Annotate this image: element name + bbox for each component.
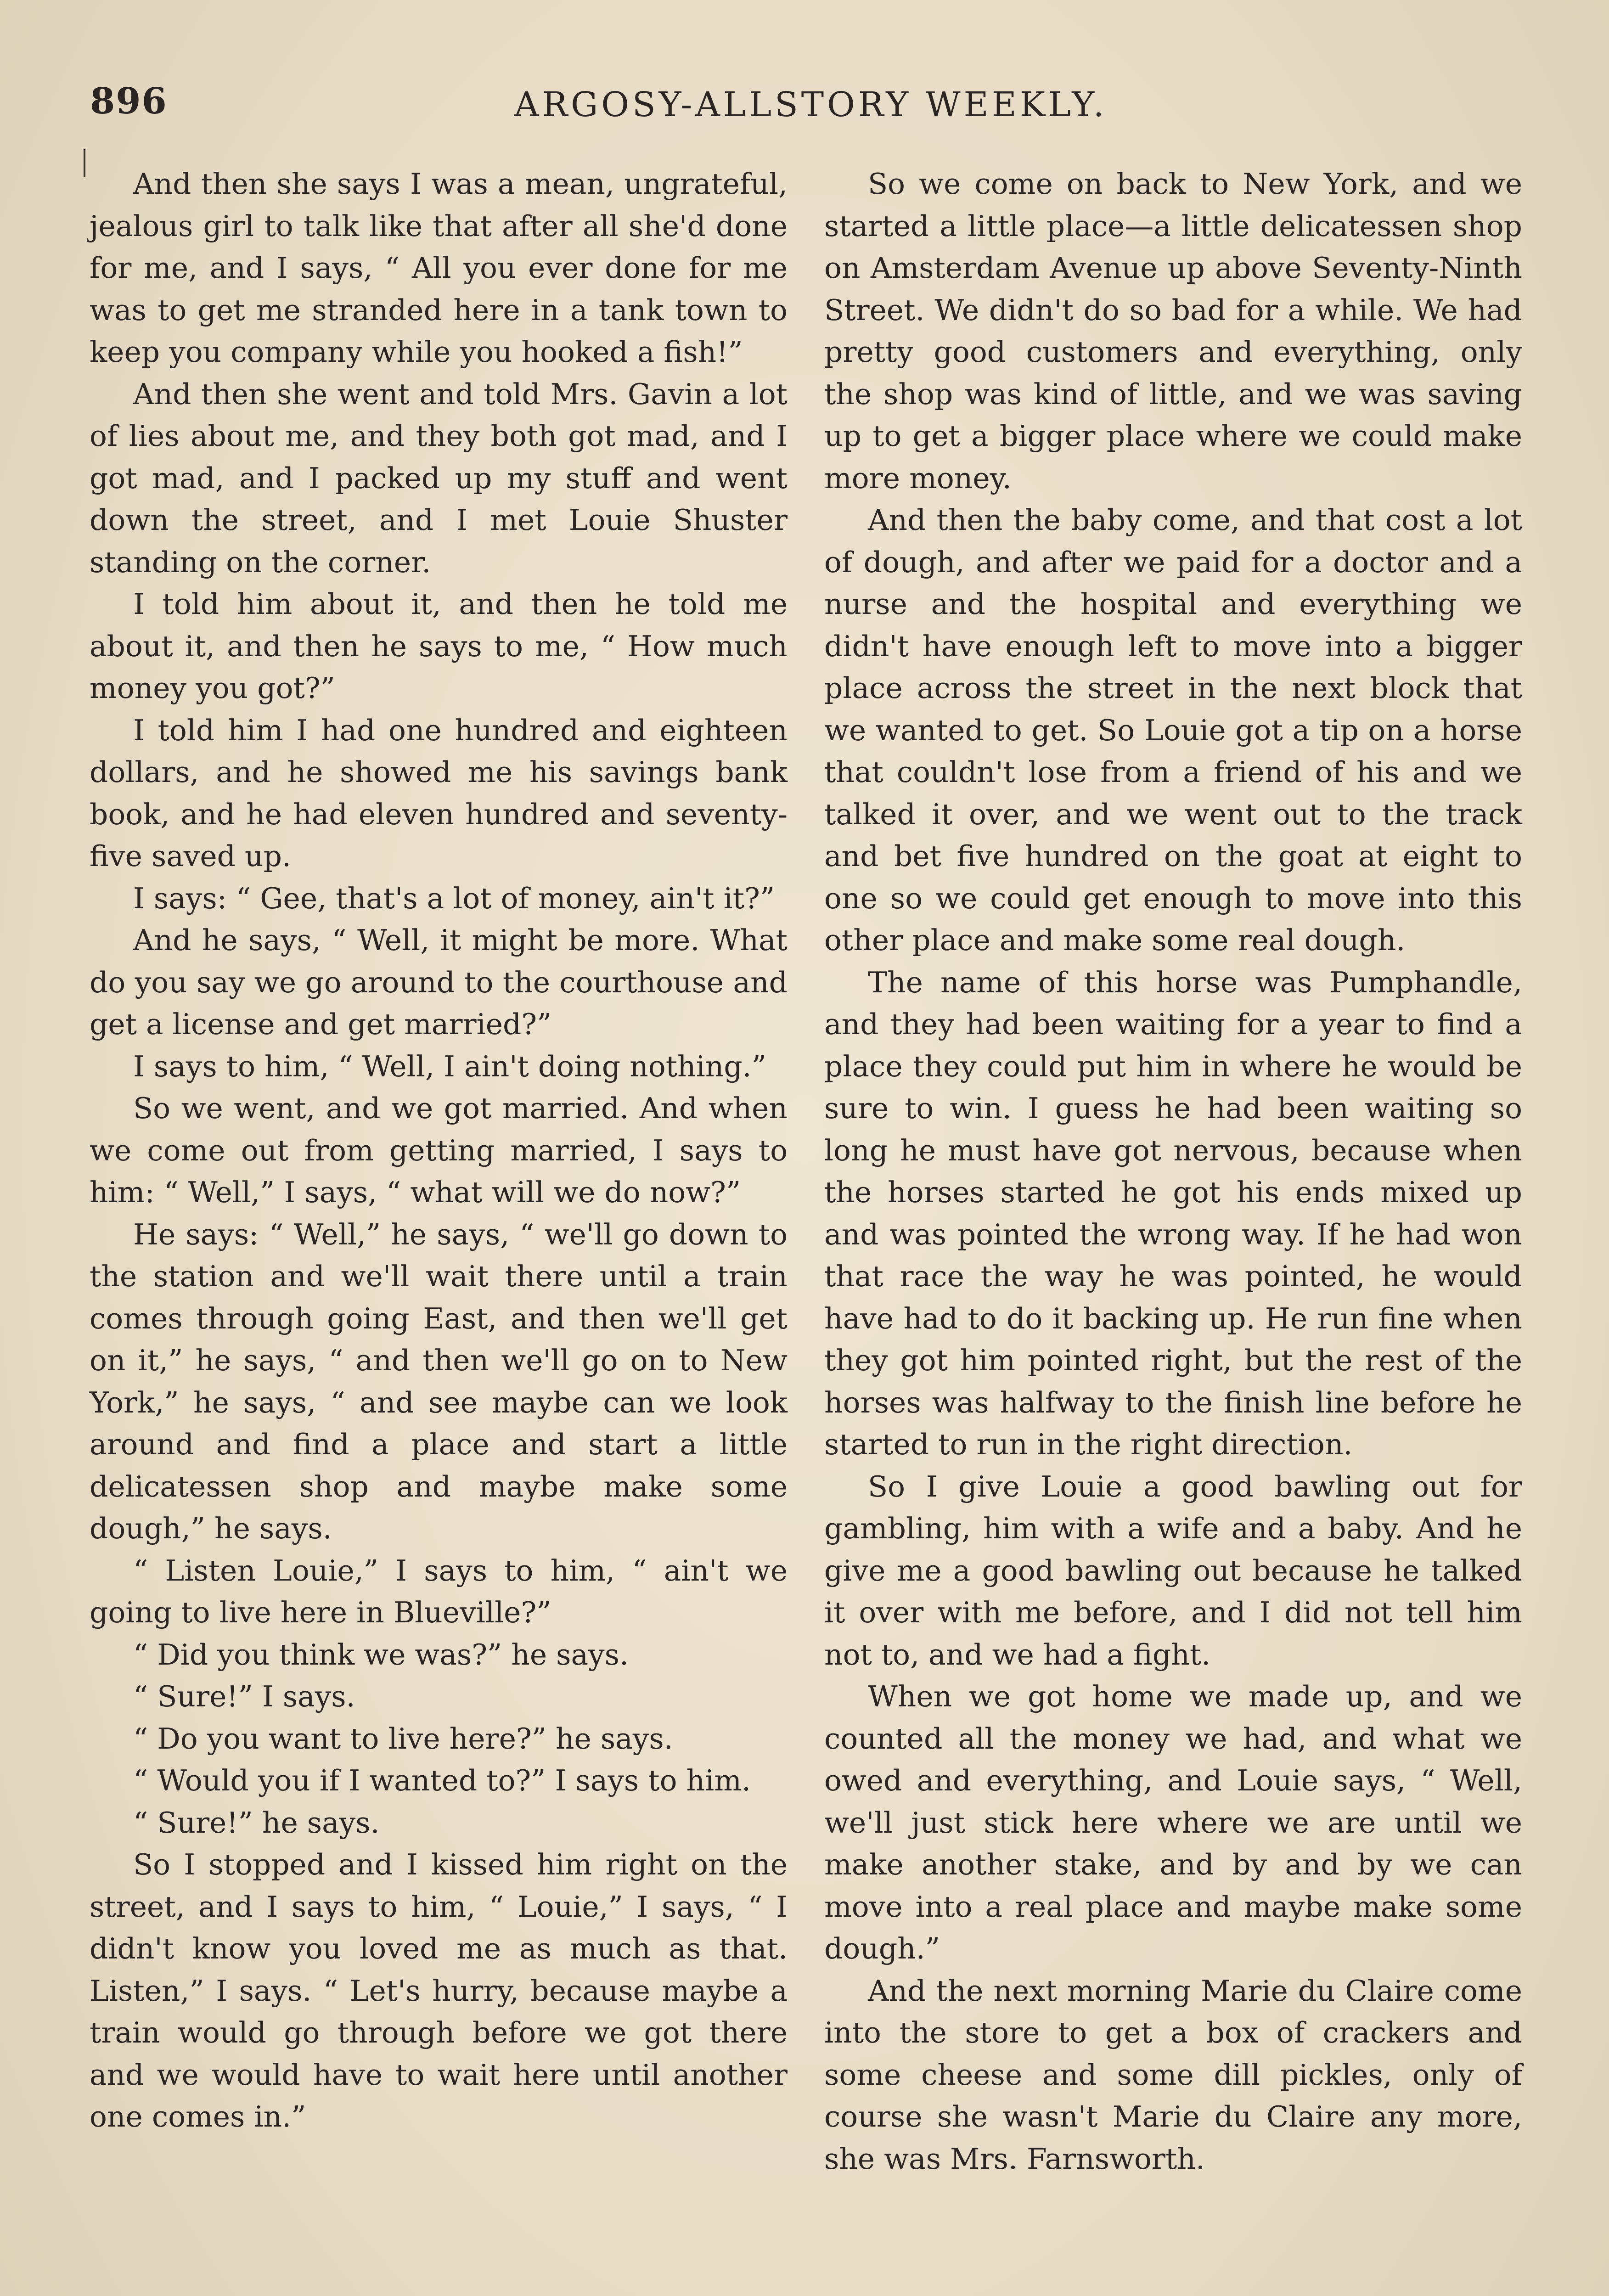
page-header xyxy=(0,80,1609,131)
paragraph: “ Would you if I wanted to?” I says to him. xyxy=(133,1764,751,1797)
paragraph: So we went, and we got married. And when we come out from getting married, I says to him: “ Well,” I says, “ what will we do now?” xyxy=(90,1092,788,1209)
paragraph: I says: “ Gee, that's a lot of money, ain't it?” xyxy=(133,881,775,915)
paragraph: And he says, “ Well, it might be more. What do you say we go around to the courthouse and get a license and get married?” xyxy=(90,923,788,1041)
paragraph: “ Listen Louie,” I says to him, “ ain't we going to live here in Blueville?” xyxy=(90,1553,788,1629)
right-column xyxy=(824,163,1522,2296)
paragraph: “ Did you think we was?” he says. xyxy=(133,1638,629,1671)
paragraph: So I stopped and I kissed him right on the street, and I says to him, “ Louie,” I says, “ I didn't know you loved me as much as that. Listen,” I says. “ Let's hurry, because maybe a train would go through before we got there and we would have to wait here until another one comes in.” xyxy=(90,1848,788,2133)
paragraph: I told him I had one hundred and eighteen dollars, and he showed me his savings bank book, and he had eleven hundred and seventy-five saved up. xyxy=(90,713,788,873)
running-title: ARGOSY-ALLSTORY WEEKLY. xyxy=(514,85,1108,124)
paragraph: So we come on back to New York, and we started a little place—a little delicatessen shop on Amsterdam Avenue up above Seventy-Ninth Street. We didn't do so bad for a while. We had pretty good customers and everything, only the shop was kind of little, and we was saving up to get a bigger place where we could make more money. xyxy=(824,167,1522,495)
paragraph: And then the baby come, and that cost a lot of dough, and after we paid for a doctor and a nurse and the hospital and everything we didn't have enough left to move into a bigger place across the street in the next block that we wanted to get. So Louie got a tip on a horse that couldn't lose from a friend of his and we talked it over, and we went out to the track and bet five hundred on the goat at eight to one so we could get enough to move into this other place and make some real dough. xyxy=(824,503,1522,957)
paragraph: And then she went and told Mrs. Gavin a lot of lies about me, and they both got mad, and I got mad, and I packed up my stuff and went down the street, and I met Louie Shuster standing on the corner. xyxy=(90,377,788,579)
paragraph: So I give Louie a good bawling out for gambling, him with a wife and a baby. And he give me a good bawling out because he talked it over with me before, and I did not tell him not to, and we had a fight. xyxy=(824,1469,1522,1671)
paragraph: I told him about it, and then he told me about it, and then he says to me, “ How much money you got?” xyxy=(90,587,788,705)
left-column xyxy=(90,163,788,2296)
paragraph: “ Sure!” he says. xyxy=(133,1806,380,1840)
paragraph: “ Sure!” I says. xyxy=(133,1680,355,1713)
margin-mark xyxy=(84,149,85,177)
paragraph: He says: “ Well,” he says, “ we'll go down to the station and we'll wait there until a train comes through going East, and then we'll get on it,” he says, “ and then we'll go on to New York,” he says, “ and see maybe can we look around and find a place and start a little delicatessen shop and maybe make some dough,” he says. xyxy=(90,1217,788,1545)
paragraph: “ Do you want to live here?” he says. xyxy=(133,1722,673,1756)
paragraph: When we got home we made up, and we counted all the money we had, and what we owed and everything, and Louie says, “ Well, we'll just stick here where we are until we make another stake, and by and by we can move into a real place and maybe make some dough.” xyxy=(824,1680,1522,1965)
paragraph: And then she says I was a mean, ungrateful, jealous girl to talk like that after all she'd done for me, and I says, “ All you ever done for me was to get me stranded here in a tank town to keep you company while you hooked a fish!” xyxy=(90,167,788,369)
paragraph: The name of this horse was Pumphandle, and they had been waiting for a year to find a place they could put him in where he would be sure to win. I guess he had been waiting so long he must have got nervous, because when the horses started he got his ends mixed up and was pointed the wrong way. If he had won that race the way he was pointed, he would have had to do it backing up. He run fine when they got him pointed right, but the rest of the horses was halfway to the finish line before he started to run in the right direction. xyxy=(824,965,1522,1461)
paragraph: I says to him, “ Well, I ain't doing nothing.” xyxy=(133,1049,766,1083)
page-number: 896 xyxy=(90,80,168,122)
paragraph: And the next morning Marie du Claire come into the store to get a box of crackers and some cheese and some dill pickles, only of course she wasn't Marie du Claire any more, she was Mrs. Farnsworth. xyxy=(824,1974,1522,2176)
